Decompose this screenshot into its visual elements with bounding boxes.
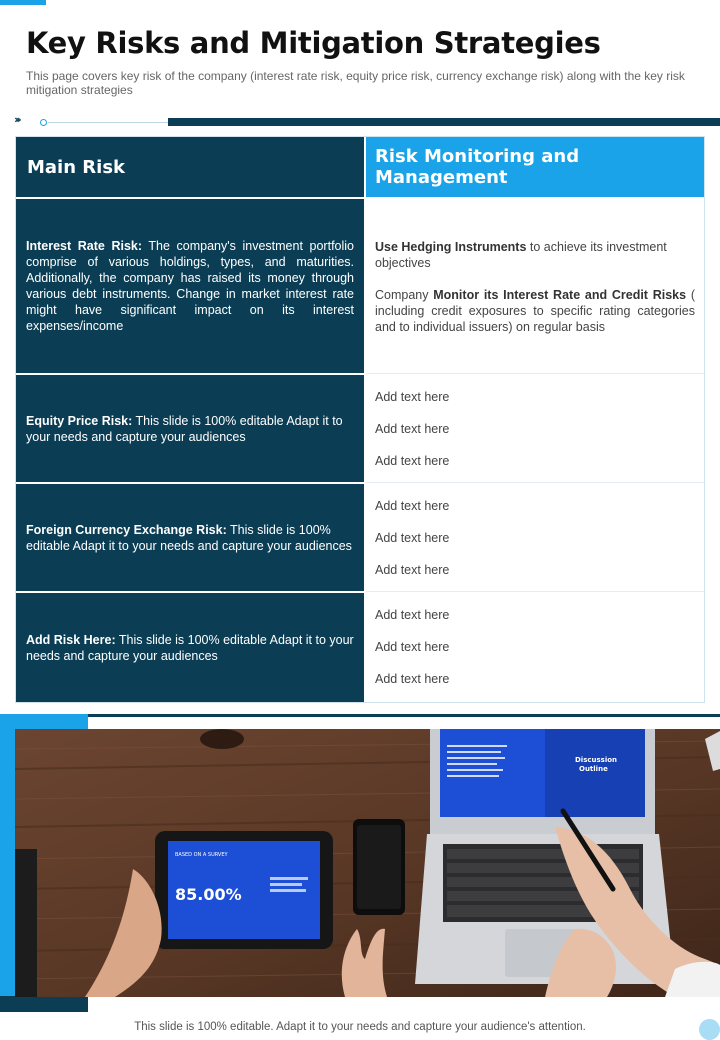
dot-icon <box>40 119 47 126</box>
header-risk-monitoring: Risk Monitoring and Management <box>366 137 704 197</box>
corner-circle <box>699 1019 720 1040</box>
tablet-device <box>155 831 333 949</box>
tablet-heading: BASED ON A SURVEY <box>175 852 228 858</box>
placeholder-text: Add text here <box>375 608 450 622</box>
mgmt-cell-currency-exchange <box>366 484 704 591</box>
top-accent-bar <box>0 0 46 5</box>
risk-label: Interest Rate Risk: <box>26 239 143 253</box>
placeholder-text: Add text here <box>375 672 450 686</box>
mgmt-paragraph-1 <box>375 239 695 271</box>
placeholder-text: Add text here <box>375 454 450 468</box>
placeholder-text: Add text here <box>375 640 450 654</box>
risk-label: Add Risk Here: <box>26 632 116 647</box>
mgmt-paragraph-2 <box>375 287 695 335</box>
mgmt-text: Company <box>375 288 434 302</box>
risk-cell-currency-exchange <box>16 484 364 591</box>
mgmt-cell-interest-rate <box>366 199 704 373</box>
page-subtitle: This page covers key risk of the company (interest rate risk, equity price risk, currency exchange risk) along with the key risk mitigation strategies <box>26 69 685 97</box>
risk-label: Foreign Currency Exchange Risk: <box>26 522 227 537</box>
laptop-heading-line: Outline <box>579 765 608 773</box>
row-separator <box>366 591 704 592</box>
mgmt-bold-text: Use Hedging Instruments <box>375 240 527 254</box>
risk-label: Equity Price Risk: <box>26 413 133 428</box>
mgmt-text: to achieve its investment objectives <box>375 240 667 270</box>
placeholder-text: Add text here <box>375 499 450 513</box>
risk-cell-interest-rate <box>16 199 364 373</box>
mgmt-bold-text: Monitor its Interest Rate and Credit Risks <box>433 288 687 302</box>
divider-thin-line <box>48 122 168 123</box>
risk-cell-equity-price <box>16 375 364 482</box>
risk-description: This slide is 100% editable Adapt it to your needs and capture your audiences <box>26 632 354 663</box>
chevrons-icon: ››› <box>14 113 19 126</box>
row-separator <box>366 482 704 483</box>
row-separator <box>366 373 704 374</box>
mgmt-text: ( including credit exposures to specific rating categories and to individual issuers) on regular basis <box>375 288 695 334</box>
placeholder-text: Add text here <box>375 422 450 436</box>
tablet-value: 85.00% <box>175 885 242 904</box>
risk-table <box>15 136 705 703</box>
laptop-heading-line: Discussion <box>575 756 618 764</box>
frame-accent-bottom <box>0 996 88 1012</box>
footer-note: This slide is 100% editable. Adapt it to your needs and capture your audience's attention. <box>134 1021 586 1033</box>
mgmt-cell-equity-price <box>366 375 704 482</box>
placeholder-text: Add text here <box>375 563 450 577</box>
risk-cell-add-risk <box>16 593 364 702</box>
section-divider <box>14 113 720 128</box>
placeholder-text: Add text here <box>375 390 450 404</box>
page-title: Key Risks and Mitigation Strategies <box>26 26 601 60</box>
mgmt-cell-add-risk <box>366 593 704 702</box>
risk-description: This slide is 100% editable Adapt it to your needs and capture your audiences <box>26 522 352 553</box>
risk-description: This slide is 100% editable Adapt it to your needs and capture your audiences <box>26 413 343 444</box>
header-main-risk: Main Risk <box>16 137 364 197</box>
desk-photo <box>15 729 720 997</box>
divider-thick-bar <box>168 118 720 126</box>
risk-description: The company's investment portfolio comprise of various holdings, types, and maturities. Additionally, the company has raised its money through various debt instruments. Change in market interest rate might have significant impact on its interest expenses/income <box>26 239 354 333</box>
placeholder-text: Add text here <box>375 531 450 545</box>
frame-top-line <box>88 714 720 717</box>
